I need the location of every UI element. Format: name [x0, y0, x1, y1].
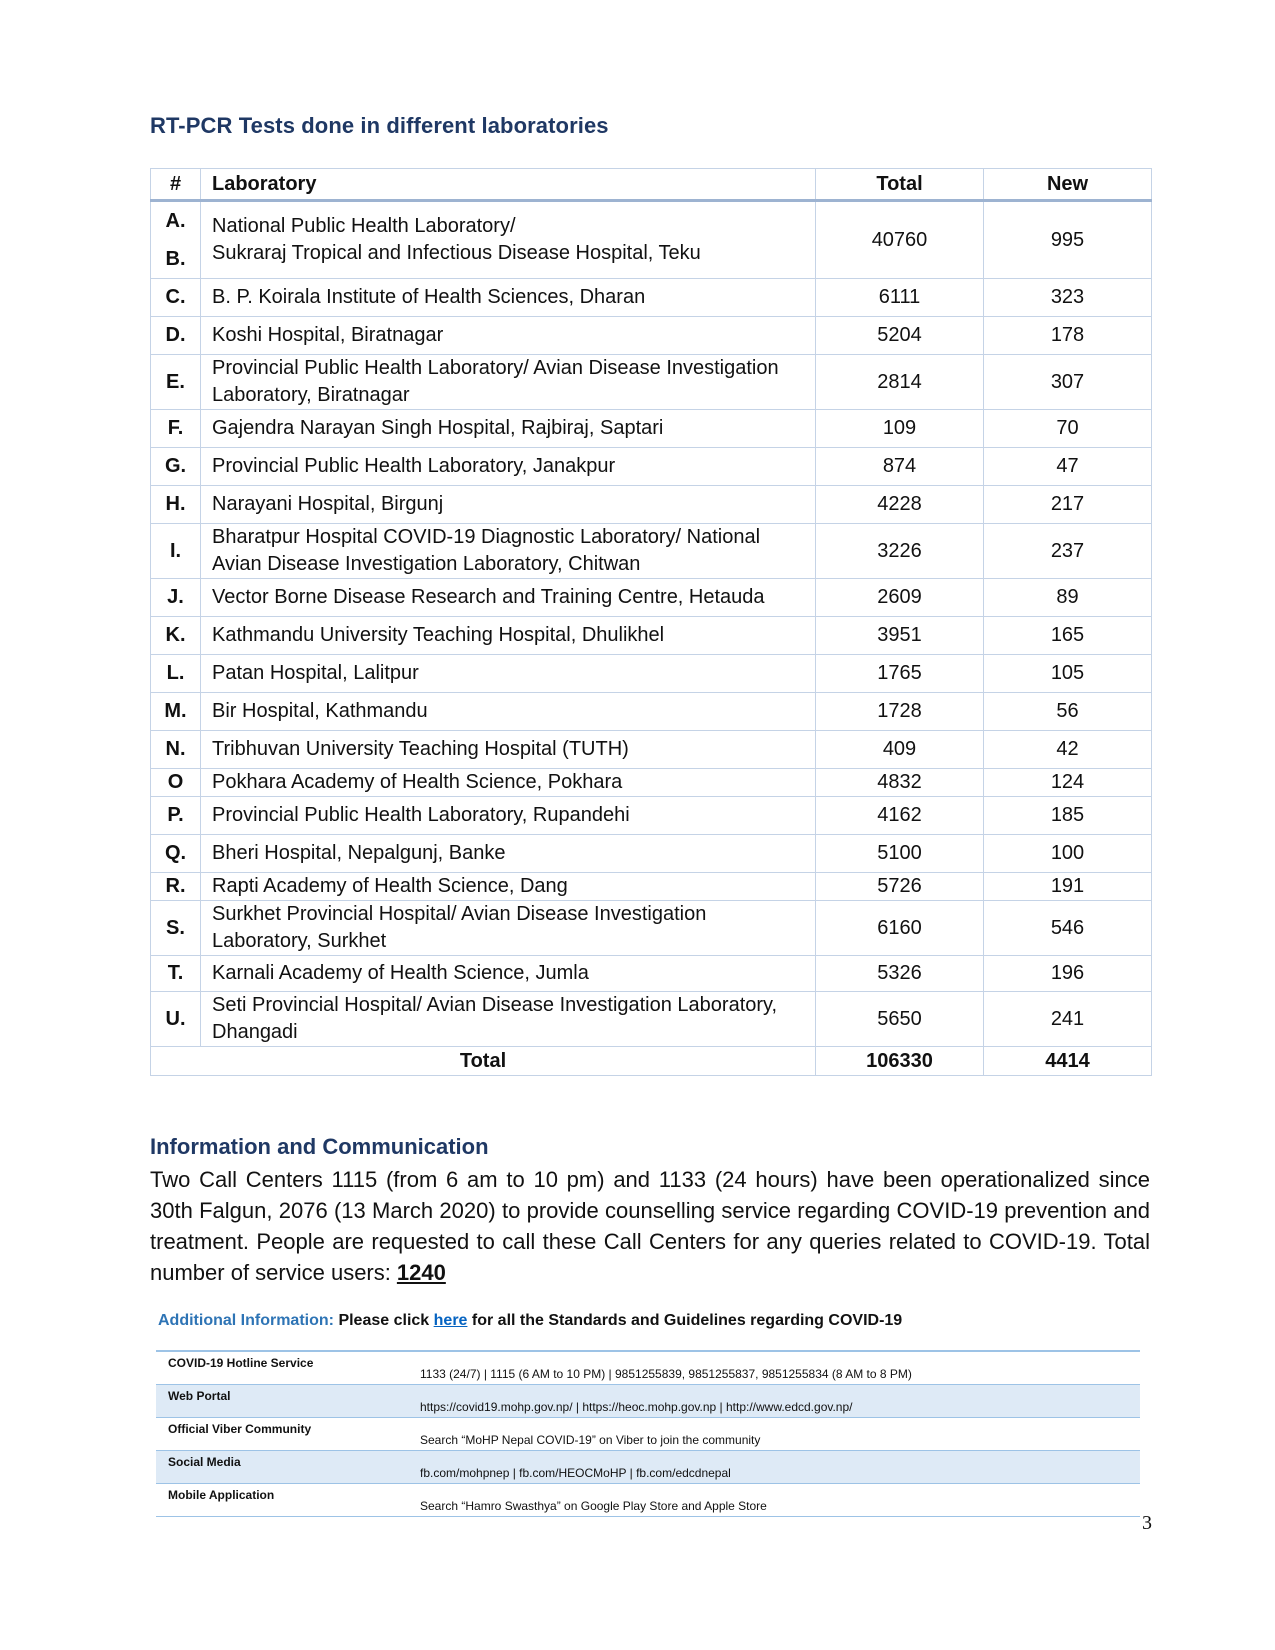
- row-new: 191: [984, 873, 1152, 901]
- row-code: G.: [151, 448, 201, 486]
- row-new: 100: [984, 835, 1152, 873]
- table-row: [151, 992, 1152, 1047]
- row-laboratory: Provincial Public Health Laboratory, Rupandehi: [201, 797, 816, 835]
- contact-table: [156, 1350, 1140, 1517]
- info-text: Two Call Centers 1115 (from 6 am to 10 pm) and 1133 (24 hours) have been operationalized since 30th Falgun, 2076 (13 March 2020) to provide counselling service regarding COVID-19 prevention and treatment. People are requested to call these Call Centers for any queries related to COVID-19. Total number of service users:: [150, 1167, 1150, 1285]
- row-total: 5326: [816, 956, 984, 992]
- table-row: [151, 901, 1152, 956]
- lab-line-1: National Public Health Laboratory/: [212, 215, 516, 237]
- row-laboratory: Rapti Academy of Health Science, Dang: [201, 873, 816, 901]
- contact-key: COVID-19 Hotline Service: [156, 1351, 408, 1385]
- row-laboratory: Gajendra Narayan Singh Hospital, Rajbiraj, Saptari: [201, 410, 816, 448]
- row-code: L.: [151, 655, 201, 693]
- table-row: [151, 617, 1152, 655]
- info-title: Information and Communication: [150, 1134, 489, 1159]
- row-code: R.: [151, 873, 201, 901]
- row-total: 5100: [816, 835, 984, 873]
- row-total: 2814: [816, 355, 984, 410]
- row-laboratory: Surkhet Provincial Hospital/ Avian Disease Investigation Laboratory, Surkhet: [201, 901, 816, 956]
- table-row: [151, 797, 1152, 835]
- table-row: [151, 410, 1152, 448]
- row-laboratory: Koshi Hospital, Biratnagar: [201, 317, 816, 355]
- row-code: [151, 201, 201, 279]
- table-row: [151, 448, 1152, 486]
- contact-value: Search “Hamro Swasthya” on Google Play Store and Apple Store: [408, 1484, 1140, 1517]
- row-new: 237: [984, 524, 1152, 579]
- additional-information: [158, 1312, 902, 1330]
- row-total: 1728: [816, 693, 984, 731]
- row-new: 105: [984, 655, 1152, 693]
- row-total: 5204: [816, 317, 984, 355]
- row-code: E.: [151, 355, 201, 410]
- row-new: 323: [984, 279, 1152, 317]
- table-row: [151, 279, 1152, 317]
- contact-value: Search “MoHP Nepal COVID-19” on Viber to join the community: [408, 1418, 1140, 1451]
- row-code: N.: [151, 731, 201, 769]
- row-laboratory: B. P. Koirala Institute of Health Sciences, Dharan: [201, 279, 816, 317]
- row-code: K.: [151, 617, 201, 655]
- table-row: [151, 835, 1152, 873]
- row-laboratory: Bheri Hospital, Nepalgunj, Banke: [201, 835, 816, 873]
- row-new: 70: [984, 410, 1152, 448]
- contact-row: [156, 1418, 1140, 1451]
- contact-row: [156, 1351, 1140, 1385]
- row-code: O: [151, 769, 201, 797]
- row-new: 995: [984, 201, 1152, 279]
- contact-value: fb.com/mohpnep | fb.com/HEOCMoHP | fb.com/edcdnepal: [408, 1451, 1140, 1484]
- row-new: 124: [984, 769, 1152, 797]
- row-total: 6160: [816, 901, 984, 956]
- contact-key: Social Media: [156, 1451, 408, 1484]
- row-code: C.: [151, 279, 201, 317]
- table-row: [151, 201, 1152, 279]
- table-row: [151, 486, 1152, 524]
- table-row: [151, 769, 1152, 797]
- row-laboratory: Bharatpur Hospital COVID-19 Diagnostic Laboratory/ National Avian Disease Investigation Laboratory, Chitwan: [201, 524, 816, 579]
- row-code: T.: [151, 956, 201, 992]
- info-paragraph: [150, 1164, 1150, 1288]
- row-code: J.: [151, 579, 201, 617]
- row-new: 42: [984, 731, 1152, 769]
- row-laboratory: Vector Borne Disease Research and Training Centre, Hetauda: [201, 579, 816, 617]
- row-total: 3226: [816, 524, 984, 579]
- row-laboratory: Seti Provincial Hospital/ Avian Disease Investigation Laboratory, Dhangadi: [201, 992, 816, 1047]
- row-laboratory: Patan Hospital, Lalitpur: [201, 655, 816, 693]
- contact-row: [156, 1385, 1140, 1418]
- grand-total: 106330: [816, 1047, 984, 1076]
- row-code: H.: [151, 486, 201, 524]
- code-b: B.: [165, 248, 186, 270]
- contact-key: Official Viber Community: [156, 1418, 408, 1451]
- row-total: 1765: [816, 655, 984, 693]
- table-row: [151, 355, 1152, 410]
- row-total: 409: [816, 731, 984, 769]
- row-laboratory: [201, 201, 816, 279]
- table-row: [151, 731, 1152, 769]
- contact-row: [156, 1451, 1140, 1484]
- row-code: M.: [151, 693, 201, 731]
- additional-text-after: for all the Standards and Guidelines regarding COVID-19: [471, 1312, 903, 1329]
- row-new: 89: [984, 579, 1152, 617]
- row-total: 6111: [816, 279, 984, 317]
- contact-value: https://covid19.mohp.gov.np/ | https://heoc.mohp.gov.np | http://www.edcd.gov.np/: [408, 1385, 1140, 1418]
- row-total: 2609: [816, 579, 984, 617]
- total-row: [151, 1047, 1152, 1076]
- header-total: Total: [816, 169, 984, 201]
- table-row: [151, 655, 1152, 693]
- row-total: 109: [816, 410, 984, 448]
- row-new: 217: [984, 486, 1152, 524]
- row-new: 196: [984, 956, 1152, 992]
- header-laboratory: Laboratory: [201, 169, 816, 201]
- row-new: 165: [984, 617, 1152, 655]
- guidelines-link[interactable]: here: [433, 1312, 468, 1329]
- code-a: A.: [165, 210, 186, 232]
- contact-key: Mobile Application: [156, 1484, 408, 1517]
- row-total: 4832: [816, 769, 984, 797]
- page-number: 3: [1142, 1512, 1152, 1534]
- service-users-count: 1240: [396, 1260, 446, 1285]
- row-code: U.: [151, 992, 201, 1047]
- grand-new: 4414: [984, 1047, 1152, 1076]
- row-code: F.: [151, 410, 201, 448]
- table-row: [151, 317, 1152, 355]
- contact-row: [156, 1484, 1140, 1517]
- row-new: 185: [984, 797, 1152, 835]
- row-total: 3951: [816, 617, 984, 655]
- row-code: S.: [151, 901, 201, 956]
- contact-value: 1133 (24/7) | 1115 (6 AM to 10 PM) | 9851255839, 9851255837, 9851255834 (8 AM to 8 PM): [408, 1351, 1140, 1385]
- row-laboratory: Provincial Public Health Laboratory/ Avian Disease Investigation Laboratory, Biratnagar: [201, 355, 816, 410]
- row-laboratory: Karnali Academy of Health Science, Jumla: [201, 956, 816, 992]
- row-laboratory: Narayani Hospital, Birgunj: [201, 486, 816, 524]
- header-new: New: [984, 169, 1152, 201]
- row-code: Q.: [151, 835, 201, 873]
- contact-key: Web Portal: [156, 1385, 408, 1418]
- row-new: 47: [984, 448, 1152, 486]
- row-new: 241: [984, 992, 1152, 1047]
- row-code: P.: [151, 797, 201, 835]
- row-total: 5650: [816, 992, 984, 1047]
- table-row: [151, 956, 1152, 992]
- row-laboratory: Kathmandu University Teaching Hospital, Dhulikhel: [201, 617, 816, 655]
- rtpcr-title: RT-PCR Tests done in different laboratories: [150, 113, 609, 138]
- row-laboratory: Pokhara Academy of Health Science, Pokhara: [201, 769, 816, 797]
- row-new: 546: [984, 901, 1152, 956]
- table-header-row: [151, 169, 1152, 201]
- row-new: 307: [984, 355, 1152, 410]
- row-total: 40760: [816, 201, 984, 279]
- total-label: Total: [151, 1047, 816, 1076]
- row-total: 4228: [816, 486, 984, 524]
- table-row: [151, 693, 1152, 731]
- laboratory-table: [150, 168, 1152, 1076]
- row-laboratory: Bir Hospital, Kathmandu: [201, 693, 816, 731]
- row-laboratory: Provincial Public Health Laboratory, Janakpur: [201, 448, 816, 486]
- row-new: 56: [984, 693, 1152, 731]
- row-code: I.: [151, 524, 201, 579]
- row-total: 5726: [816, 873, 984, 901]
- lab-line-2: Sukraraj Tropical and Infectious Disease Hospital, Teku: [212, 242, 701, 264]
- row-total: 874: [816, 448, 984, 486]
- header-number: #: [151, 169, 201, 201]
- table-row: [151, 579, 1152, 617]
- row-new: 178: [984, 317, 1152, 355]
- row-laboratory: Tribhuvan University Teaching Hospital (TUTH): [201, 731, 816, 769]
- table-row: [151, 524, 1152, 579]
- additional-label: Additional Information:: [158, 1312, 334, 1329]
- table-row: [151, 873, 1152, 901]
- row-total: 4162: [816, 797, 984, 835]
- additional-text-before: Please click: [338, 1312, 430, 1329]
- row-code: D.: [151, 317, 201, 355]
